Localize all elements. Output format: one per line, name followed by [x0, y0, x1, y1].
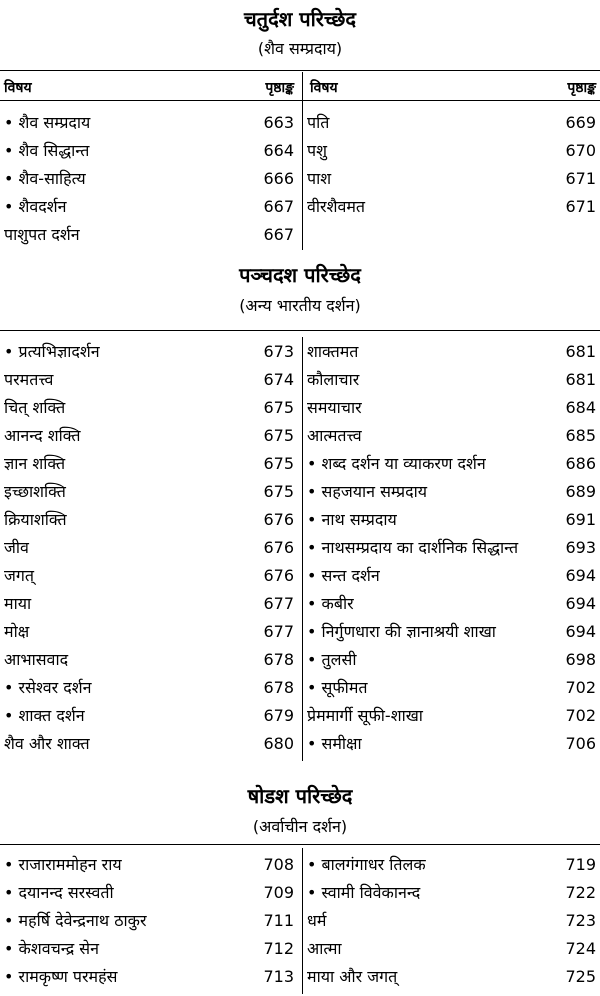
toc-entry-title: आत्मतत्त्व	[307, 426, 362, 445]
toc-entry-title: • सहजयान सम्प्रदाय	[307, 478, 557, 506]
toc-entry-page: 670	[565, 141, 596, 160]
toc-entry-page: 694	[565, 566, 596, 585]
toc-row	[0, 963, 600, 991]
toc-row	[0, 851, 600, 879]
toc-entry-title: • निर्गुणधारा की ज्ञानाश्रयी शाखा	[307, 618, 557, 646]
toc-row	[0, 478, 600, 506]
section-rule	[0, 330, 600, 331]
toc-entry-title: • शब्द दर्शन या व्याकरण दर्शन	[307, 450, 557, 478]
toc-entry-title: चित् शक्ति	[4, 398, 66, 417]
toc-entry-title: • नाथ सम्प्रदाय	[307, 506, 557, 534]
toc-entry-title: • दयानन्द सरस्वती	[4, 879, 244, 907]
toc-row	[0, 506, 600, 534]
toc-entry-title: • रामकृष्ण परमहंस	[4, 963, 244, 991]
toc-entry-title: • स्वामी विवेकानन्द	[307, 879, 557, 907]
toc-entry-title: • सन्त दर्शन	[307, 562, 557, 590]
toc-entry-title: कौलाचार	[307, 370, 360, 389]
toc-entry-title: जीव	[4, 538, 29, 557]
toc-row	[0, 193, 600, 221]
toc-entry-page: 702	[565, 678, 596, 697]
toc-entry-page: 711	[263, 911, 294, 930]
toc-entry-page: 669	[565, 113, 596, 132]
toc-entry-page: 679	[263, 706, 294, 725]
toc-entry-page: 709	[263, 883, 294, 902]
toc-entry-title: • नाथसम्प्रदाय का दार्शनिक सिद्धान्त	[307, 534, 557, 562]
toc-row	[0, 730, 600, 758]
toc-row	[0, 366, 600, 394]
toc-row	[0, 702, 600, 730]
toc-row	[0, 935, 600, 963]
toc-entry-page: 675	[263, 426, 294, 445]
toc-entry-title: प्रेममार्गी सूफी-शाखा	[307, 706, 423, 725]
header-subject-right: विषय	[310, 80, 338, 96]
section-subtitle: (शैव सम्प्रदाय)	[257, 39, 343, 58]
toc-row	[0, 137, 600, 165]
toc-entry-page: 671	[565, 197, 596, 216]
toc-row	[0, 590, 600, 618]
header-rule	[0, 100, 600, 101]
toc-entry-page: 706	[565, 734, 596, 753]
toc-entry-page: 673	[263, 342, 294, 361]
toc-entry-page: 678	[263, 678, 294, 697]
toc-entry-page: 686	[565, 454, 596, 473]
toc-entry-title: माया	[4, 594, 32, 613]
toc-entry-title: धर्म	[307, 911, 327, 930]
toc-entry-page: 664	[263, 141, 294, 160]
toc-entry-page: 681	[565, 342, 596, 361]
toc-entry-page: 723	[565, 911, 596, 930]
toc-entry-page: 676	[263, 538, 294, 557]
toc-entry-title: • शैवदर्शन	[4, 193, 244, 221]
toc-row	[0, 674, 600, 702]
header-page-right: पृष्ठाङ्क	[567, 80, 596, 96]
toc-row	[0, 221, 600, 249]
toc-entry-page: 724	[565, 939, 596, 958]
toc-entry-title: • शैव-साहित्य	[4, 165, 244, 193]
toc-entry-page: 689	[565, 482, 596, 501]
toc-entry-page: 677	[263, 622, 294, 641]
toc-entry-title: • शैव सिद्धान्त	[4, 137, 244, 165]
toc-entry-page: 666	[263, 169, 294, 188]
toc-row	[0, 618, 600, 646]
toc-entry-page: 722	[565, 883, 596, 902]
toc-entry-page: 663	[263, 113, 294, 132]
toc-entry-title: आनन्द शक्ति	[4, 426, 81, 445]
section-title: चतुर्दश परिच्छेद	[243, 7, 356, 31]
toc-entry-title: • शाक्त दर्शन	[4, 702, 244, 730]
toc-entry-page: 708	[263, 855, 294, 874]
toc-entry-page: 676	[263, 510, 294, 529]
toc-entry-page: 667	[263, 225, 294, 244]
toc-entry-title: • रसेश्वर दर्शन	[4, 674, 244, 702]
toc-entry-title: ज्ञान शक्ति	[4, 454, 66, 473]
toc-entry-title: आभासवाद	[4, 650, 69, 669]
toc-entry-title: शाक्तमत	[307, 342, 359, 361]
toc-row	[0, 562, 600, 590]
toc-entry-page: 675	[263, 482, 294, 501]
toc-entry-page: 676	[263, 566, 294, 585]
toc-entry-title: माया और जगत्	[307, 967, 398, 986]
toc-entry-title: पति	[307, 113, 330, 132]
toc-row	[0, 422, 600, 450]
toc-row	[0, 394, 600, 422]
toc-row	[0, 165, 600, 193]
toc-entry-title: शैव और शाक्त	[4, 734, 90, 753]
section-title: षोडश परिच्छेद	[247, 784, 353, 808]
toc-entry-title: • सूफीमत	[307, 674, 557, 702]
toc-entry-title: जगत्	[4, 566, 35, 585]
toc-row	[0, 534, 600, 562]
toc-entry-title: • शैव सम्प्रदाय	[4, 109, 244, 137]
toc-entry-page: 674	[263, 370, 294, 389]
section-subtitle: (अर्वाचीन दर्शन)	[252, 817, 348, 836]
toc-entry-page: 694	[565, 622, 596, 641]
toc-entry-title: आत्मा	[307, 939, 342, 958]
section-subtitle: (अन्य भारतीय दर्शन)	[239, 296, 361, 315]
toc-entry-page: 712	[263, 939, 294, 958]
toc-row	[0, 907, 600, 935]
toc-entry-page: 698	[565, 650, 596, 669]
top-rule	[0, 70, 600, 71]
header-page-left: पृष्ठाङ्क	[265, 80, 294, 96]
section-rule	[0, 844, 600, 845]
toc-entry-page: 680	[263, 734, 294, 753]
toc-entry-title: • प्रत्यभिज्ञादर्शन	[4, 338, 244, 366]
toc-entry-page: 694	[565, 594, 596, 613]
toc-row	[0, 450, 600, 478]
toc-entry-page: 725	[565, 967, 596, 986]
toc-entry-page: 685	[565, 426, 596, 445]
toc-entry-title: • कबीर	[307, 590, 557, 618]
toc-entry-page: 719	[565, 855, 596, 874]
header-subject-left: विषय	[4, 80, 32, 96]
toc-entry-page: 691	[565, 510, 596, 529]
toc-entry-title: • बालगंगाधर तिलक	[307, 851, 557, 879]
toc-entry-page: 693	[565, 538, 596, 557]
toc-row	[0, 646, 600, 674]
toc-row	[0, 338, 600, 366]
toc-entry-page: 677	[263, 594, 294, 613]
toc-entry-title: क्रियाशक्ति	[4, 510, 67, 529]
toc-row	[0, 879, 600, 907]
toc-entry-page: 678	[263, 650, 294, 669]
section-title: पञ्चदश परिच्छेद	[239, 263, 361, 287]
toc-entry-title: पाश	[307, 169, 332, 188]
toc-entry-title: समयाचार	[307, 398, 362, 417]
toc-entry-page: 684	[565, 398, 596, 417]
toc-entry-title: परमतत्त्व	[4, 370, 54, 389]
toc-entry-page: 671	[565, 169, 596, 188]
toc-entry-page: 675	[263, 454, 294, 473]
toc-entry-title: इच्छाशक्ति	[4, 482, 66, 501]
toc-entry-page: 681	[565, 370, 596, 389]
toc-entry-title: • महर्षि देवेन्द्रनाथ ठाकुर	[4, 907, 244, 935]
toc-entry-title: • राजाराममोहन राय	[4, 851, 244, 879]
toc-entry-page: 702	[565, 706, 596, 725]
toc-entry-title: पाशुपत दर्शन	[4, 225, 80, 244]
toc-entry-title: पशु	[307, 141, 327, 160]
toc-entry-title: वीरशैवमत	[307, 197, 366, 216]
toc-entry-title: • समीक्षा	[307, 730, 557, 758]
toc-entry-page: 713	[263, 967, 294, 986]
toc-entry-page: 675	[263, 398, 294, 417]
toc-entry-page: 667	[263, 197, 294, 216]
toc-entry-title: • केशवचन्द्र सेन	[4, 935, 244, 963]
toc-entry-title: मोक्ष	[4, 622, 30, 641]
toc-row	[0, 109, 600, 137]
toc-entry-title: • तुलसी	[307, 646, 557, 674]
